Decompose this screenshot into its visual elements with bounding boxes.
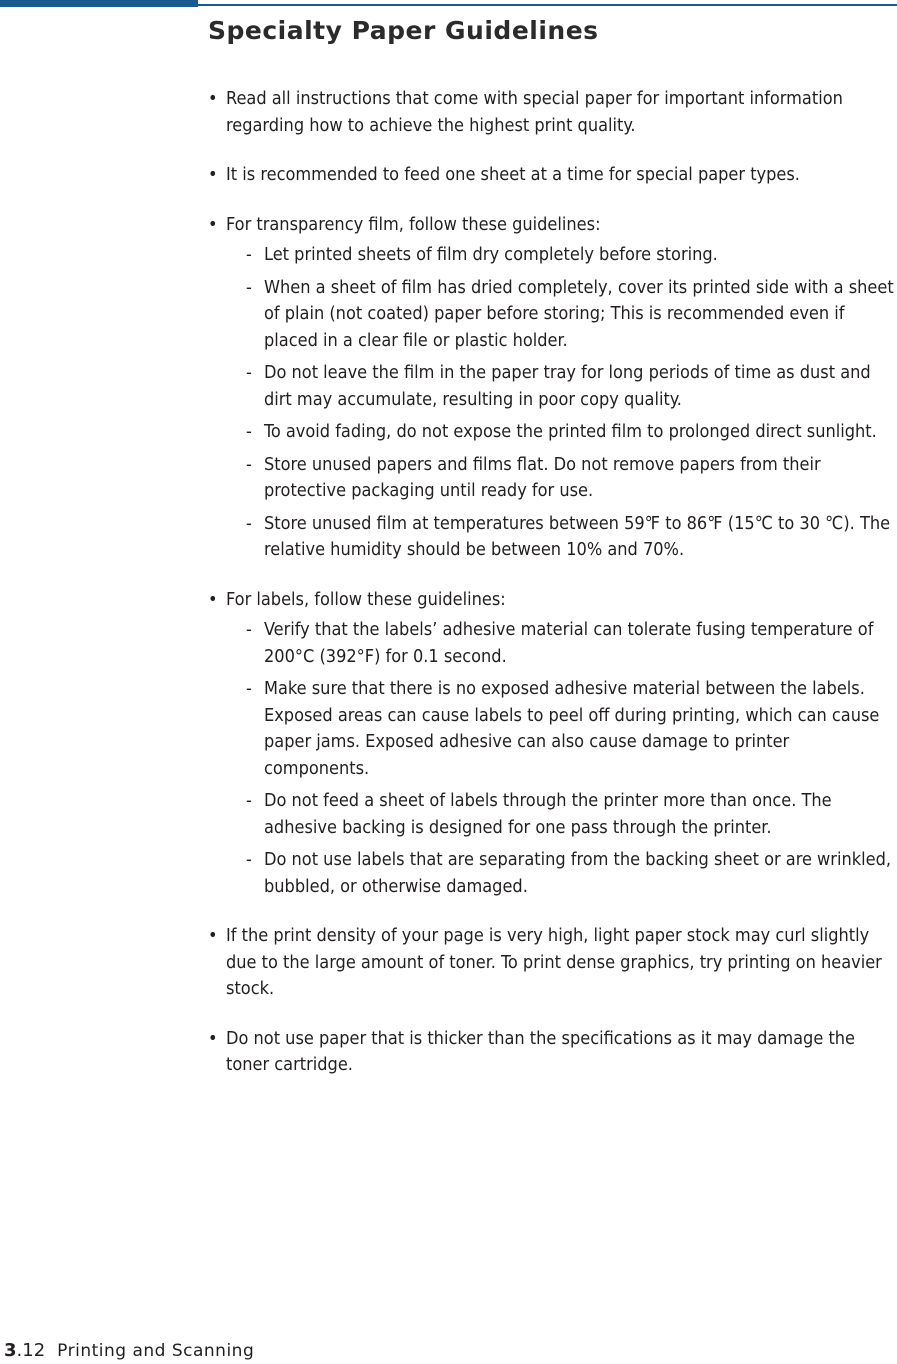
dash-marker: -: [246, 453, 252, 475]
sub-item-text: Do not feed a sheet of labels through the printer more than once. The adhesive backing is designed for one pass through the printer.: [264, 790, 832, 838]
bullet-marker: •: [208, 588, 218, 610]
guideline-sub-item: [226, 360, 897, 413]
dash-marker: -: [246, 276, 252, 298]
sub-item-text: Do not leave the film in the paper tray for long periods of time as dust and dirt may accumulate, resulting in poor copy quality.: [264, 362, 871, 410]
guideline-sub-item: [226, 617, 897, 670]
sub-item-text: Make sure that there is no exposed adhesive material between the labels. Exposed areas can cause labels to peel off during printing, which can cause paper jams. Exposed adhesive can also cause damage to printer components.: [264, 678, 880, 779]
guideline-sub-item: [226, 242, 897, 269]
guideline-bullet: [208, 923, 897, 1003]
header-rule: [198, 4, 897, 6]
dash-marker: -: [246, 244, 252, 265]
guideline-sub-item: [226, 511, 897, 564]
sub-item-text: When a sheet of film has dried completely, cover its printed side with a sheet of plain (not coated) paper before storing; This is recommended even if placed in a clear file or plastic holder.: [264, 276, 894, 351]
bullet-text: If the print density of your page is very high, light paper stock may curl slightly due to the large amount of toner. To print dense graphics, try printing on heavier stock.: [226, 925, 882, 999]
header-accent-bar: [0, 0, 198, 7]
chapter-number: 3: [4, 1340, 17, 1361]
bullet-marker: •: [208, 164, 218, 185]
guideline-sub-item: [226, 676, 897, 782]
dash-marker: -: [246, 790, 252, 811]
bullet-text: For labels, follow these guidelines:: [226, 588, 506, 610]
bullet-marker: •: [208, 213, 218, 235]
guideline-bullet: [208, 86, 897, 139]
sub-item-text: Let printed sheets of film dry completely before storing.: [264, 244, 718, 265]
bullet-marker: •: [208, 925, 218, 946]
guideline-sub-item: [226, 275, 897, 355]
bullet-marker: •: [208, 1027, 218, 1049]
bullet-text: Read all instructions that come with special paper for important information regarding how to achieve the highest print quality.: [226, 88, 843, 136]
sub-item-text: Store unused film at temperatures between 59℉ to 86℉ (15℃ to 30 ℃). The relative humidity should be between 10% and 70%.: [264, 512, 891, 560]
page-footer: [4, 1340, 254, 1361]
bullet-text: It is recommended to feed one sheet at a time for special paper types.: [226, 164, 800, 185]
guidelines-list: [208, 86, 897, 1102]
dash-marker: -: [246, 512, 252, 534]
sub-item-text: Do not use labels that are separating from the backing sheet or are wrinkled, bubbled, or otherwise damaged.: [264, 849, 891, 897]
sub-item-text: Store unused papers and films flat. Do not remove papers from their protective packaging until ready for use.: [264, 453, 821, 501]
sub-item-text: Verify that the labels’ adhesive material can tolerate fusing temperature of 200°C (392°F) for 0.1 second.: [264, 619, 874, 667]
guideline-sub-item: [226, 788, 897, 841]
guideline-bullet: [208, 1026, 897, 1079]
section-name: Printing and Scanning: [57, 1341, 255, 1361]
dash-marker: -: [246, 678, 252, 699]
bullet-marker: •: [208, 88, 218, 109]
dash-marker: -: [246, 421, 252, 442]
bullet-text: Do not use paper that is thicker than the specifications as it may damage the toner cartridge.: [226, 1027, 856, 1075]
bullet-text: For transparency film, follow these guidelines:: [226, 213, 601, 235]
guideline-sub-item: [226, 452, 897, 505]
guideline-sub-item: [226, 419, 897, 446]
page-number: .12: [16, 1340, 46, 1361]
dash-marker: -: [246, 362, 252, 383]
guideline-bullet: [208, 587, 897, 901]
dash-marker: -: [246, 619, 252, 640]
guideline-bullet: [208, 162, 897, 189]
sub-item-text: To avoid fading, do not expose the printed film to prolonged direct sunlight.: [264, 421, 877, 442]
dash-marker: -: [246, 849, 252, 870]
guideline-bullet: [208, 212, 897, 564]
page-title: Specialty Paper Guidelines: [208, 16, 599, 45]
guideline-sub-item: [226, 847, 897, 900]
